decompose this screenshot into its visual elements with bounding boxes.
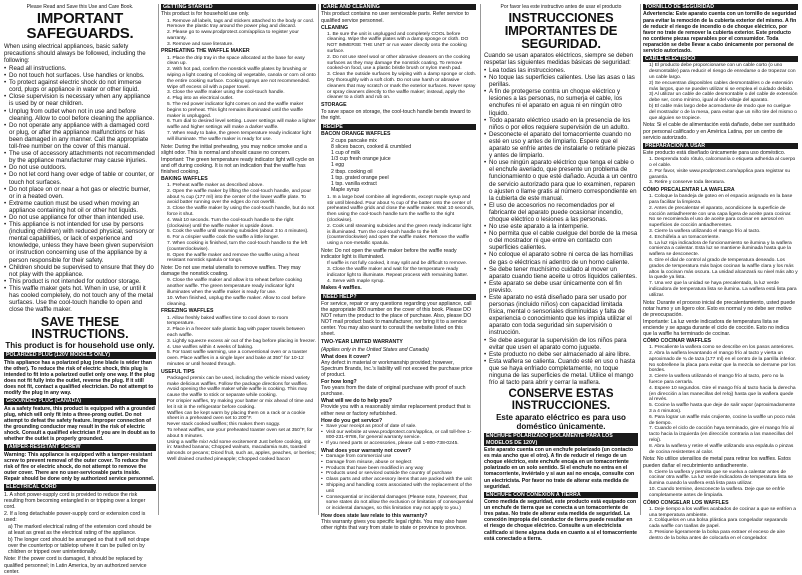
list-item: 3. Remove and save literature. (167, 41, 234, 47)
list-item: • Esta waflera se calienta. Cuando esté en uso o hasta que se haya enfriado completamente, no toque ninguna de las superficies de metal. Utilice el mango frío al tacto para abrir y cerrar la waflera. (484, 358, 638, 386)
list-item: 1. Remove all labels, tags and stickers attached to the body or cord. Remove the plastic tray around the power plug and discard. (167, 18, 315, 30)
list-item: 2. Antes de precalentar el aparato, acondicione la superficie de cocción antiadherente con una capa ligera de aceite para cocinar. No se recomienda el uso de aceite para cocinar en aerosol en superficies de cocción antiadherentes. (649, 205, 792, 229)
list-item: • Glass parts and other accessory items that are packed with the unit (321, 477, 476, 483)
list-item: • Damage from commercial use (321, 454, 476, 460)
list-item: 3. Presione ligeramente la bolsa para extraer el exceso de aire dentro de la bolsa antes de colocarla en el congelador. (649, 529, 785, 541)
ingredient: 1 egg (331, 162, 344, 169)
cooking-note-es: Nota: No utilice utensilios de metal para retirar los waffles. Estos pueden dañar el recubrimiento antiadherente. (643, 456, 791, 469)
ingredient: 2 cups pancake mix (331, 138, 377, 145)
list-item: 1. Desprenda todo rótulo, calcomanía o etiqueta adherida al cuerpo o el cable. (649, 157, 796, 169)
list-item: 1. Place the drip tray in the space allocated at the base for easy clean up. (167, 55, 305, 67)
need-help-text: For service, repair or any questions regarding your appliance, call the appropriate 800 number on the cover of this book. Please DO NOT return the product to the place of purchase. Also, please DO NOT mail product back to manufacturer, nor bring it to a service center. You may also want to consult the website listed on this sheet. (321, 300, 472, 338)
list-item: • This waffle maker gets hot. When in use, or until it has cooled completely, do not touch any of the metal surfaces. Use the cool-touch handle to open and close the waffle maker. (4, 285, 156, 313)
list-item: • Do not use appliance for other than intended use. (4, 214, 156, 221)
recipe-steps (321, 195, 476, 247)
preheat-list-es (643, 194, 798, 298)
warranty-answer: Any defect in material or workmanship provided; however, Spectrum Brands, Inc.'s liability will not exceed the purchase price of product. (321, 359, 473, 378)
baking-heading: BAKING WAFFLES (161, 176, 208, 182)
cord-item: 1. A short power-supply cord is provided to reduce the risk resulting from becoming entangled in or tripping over a longer cord. (4, 491, 146, 510)
ingredient: 8 slices bacon, cooked & crumbled (331, 144, 412, 151)
list-item: 6. Gire el dial de control al grado de temperatura deseado. Los grados de temperatura más bajos cocinan la waffle clara y los más altos la cocinan más oscura. La unidad alcanzará su nivel más alto y la quede ya lista. (649, 258, 798, 281)
ingredient: Maple syrup (331, 186, 360, 193)
list-item: 6. Para lograr un waffle más crujiente, cocine la waffle un poco más de tiempo. (649, 414, 796, 426)
preheat-heading: PREHEATING THE WAFFLE MAKER (161, 48, 250, 55)
cooking-list-es (643, 345, 798, 455)
important-note-es: Importante: La luz verde indicadora de temperatura lista se enciende y se apaga durante el ciclo de cocción. Esto no indica que la waffle ha terminado de cocinar. (643, 318, 789, 338)
getting-started-intro: This product is for household use only. (161, 11, 250, 18)
grounded-plug-heading-es: ENCHUFE CON CONEXIÓN A TIERRA (484, 492, 638, 498)
list-item: • Close supervision is necessary when any appliance is used by or near children. (4, 93, 156, 107)
care-cleaning-heading: CARE AND CLEANING (321, 4, 476, 10)
column-care-recipe-warranty (321, 4, 476, 532)
list-item: • Visit our website at www.prodprotect.com/applica, or call toll-free 1-800-231-9786, for general warranty service. (321, 430, 476, 442)
list-item: • Save your receipt as proof of date of sale. (321, 424, 476, 430)
list-item: For crispier waffles, try making your batter or mix ahead of time and let it sit in the refrigerator before cooking. (167, 398, 314, 410)
safety-screw-text-es: Advertencia: Este aparato cuenta con un tornillo de seguridad para evitar la remoción de la cubierta exterior del mismo. A fin de reducir el riesgo de incendio o de choque eléctrico, por favor no trate de remover la cubierta exterior. Este producto no contiene piezas reparables por el consumidor. Toda reparación se debe llevar a cabo únicamente por personal de servicio autorizado. (643, 11, 797, 54)
cord-item: a) The marked electrical rating of the extension cord should be at least as great as the electrical rating of the appliance. (8, 523, 152, 537)
warranty-answer: Two years from the date of original purchase with proof of such purchase. (321, 385, 466, 398)
cleaning-list (321, 32, 476, 102)
list-item: 1. Allow freshly baked waffles time to cool down to room temperature. (167, 315, 289, 327)
list-item: 7. Cuando el ciclo de cocción haya terminado, gire el mango frío al tacto hacia la izquierda (en dirección contraria a las manecillas del reloj). (649, 426, 794, 444)
list-item: 1. Preheat waffle maker as described above. (167, 183, 264, 189)
list-item: 5. The red power indicator light comes on and the waffle maker begins to preheat. This light remains illuminated until the waffle maker is unplugged. (167, 101, 304, 119)
safeguards-list (4, 65, 156, 313)
warranty-question: How does state law relate to this warranty? (321, 512, 428, 519)
warranty-answer: Provide you with a reasonably similar replacement product that is either new or factory refurbished. (321, 404, 471, 417)
column-divider (318, 4, 319, 515)
list-item: 3. Clean the outside surfaces by wiping with a damp sponge or cloth. Dry thoroughly with a soft cloth. Do not use harsh or abrasive cleaners that may scratch or mark the exterior surfaces. Never spray or spray cleaners directly to the waffle maker; instead, apply the cleaner to a cloth and rub on. (327, 72, 476, 101)
preheat-note-es: Nota: Durante el proceso inicial de precalentamiento, usted puede notar humo y un ligero olor. Esto es normal y no debe ser motivo de preocupación. (643, 299, 795, 318)
read-before-use-notice: Por favor lea este instructivo antes de usar el producto (500, 4, 622, 10)
list-item: • No toque las superficies calientes. Use las asas o las perillas. (484, 74, 638, 88)
list-item: 1) El producto debe proporcionarse con un cable corto (o uno desmontable) para reducir el riesgo de enredarse o de tropezar con un cable largo. (649, 63, 796, 81)
column-getting-started (161, 4, 316, 517)
getting-started-heading: GETTING STARTED (161, 4, 316, 10)
list-item: 4. Serve with maple syrup. (327, 278, 385, 284)
ingredient: 1 cup of milk (331, 150, 361, 157)
list-item: • Do not operate any appliance with a damaged cord or plug, or after the appliance malfunctions or has been damaged in any manner. Call the appropriate toll-free number on the cover of this manual. (4, 122, 156, 150)
list-item: 3. Close the waffle maker using the cool-touch handle. (167, 90, 285, 96)
list-item: 3) Al utilizar un cable de cable desmontable o del cable de extensión debe ser, como mínimo, igual al del voltaje del aparato. (649, 92, 798, 104)
list-item: • El uso de accesorios no recomendados por el fabricante del aparato puede ocasionar incendio, choque eléctrico o lesiones a las personas. (484, 202, 638, 223)
column-spanish-safeguards (484, 4, 638, 542)
list-item: 7. When cooking is finished, turn the cool-touch handle to the left (counterclockwise). (167, 241, 308, 252)
column-spanish-usage (643, 4, 798, 541)
list-item: • A fin de protegerse contra un choque eléctrico y lesiones a las personas, no sumerja el cable, los enchufes ni el aparato en agua ni en ningún otro líquido. (484, 88, 638, 116)
list-item: • Se debe asegurar la supervisión de los niños para evitar que usen el aparato como juguete. (484, 337, 638, 351)
important-note: Important: The green temperature ready indicator light will cycle on and off during cooking. It is not an indication that the waffle has finished cooking. (161, 156, 315, 175)
ingredient: 1 tsp. grated orange peel (331, 174, 389, 181)
list-item: • Consequential or incidental damages (Please note, however, that some states do not allow the exclusion or limitation of consequential or incidental damages, so this limitation may not apply to you.) (321, 495, 476, 512)
list-item: • Este aparato no está diseñado para ser usado por personas (incluido niños) con capacidad limitada física, mental o sensoriales disminuidas y falta de experiencia o conocimiento que les impida utilizar el aparato con toda seguridad sin supervisión o instrucción. (484, 294, 638, 337)
safeguards-title: IMPORTANT SAFEGUARDS. (26, 10, 134, 42)
list-item: 2. Please go to www.prodprotect.com/applica to register your warranty. (167, 30, 299, 41)
list-item: Packaged premix can be used, including the vehicle mixed variety make delicious waffles. Follow the package directions for waffles. (167, 375, 310, 387)
list-item: 5. Cocine la waffle hasta que deje de salir vapor (aproximadamente 3 a 4 minutos). (649, 403, 796, 415)
freezing-heading: FREEZING WAFFLES (161, 308, 214, 315)
warranty-question: What does it cover? (321, 353, 371, 360)
ingredient: 1 tsp. vanilla extract (331, 180, 377, 187)
list-item: 5. For toast waffle warming, use a conventional oven or a toaster oven. Place waffles in a single layer and bake at 350° for 10-12 minutes or until heated through. (167, 350, 308, 367)
list-item: • Damage from misuse, abuse or neglect (321, 460, 476, 466)
list-item: 5. Cook the waffle until steaming subsides (about 3 to 4 minutes). (167, 229, 309, 235)
safeguards-title-es: INSTRUCCIONES IMPORTANTES DE SEGURIDAD. (504, 10, 618, 51)
storage-text: To save space on storage, the cool-touch handle bends inward to the right. (321, 109, 471, 122)
storage-label: STORAGE (321, 102, 347, 109)
list-item: 4. Enchúfela a un tomacorriente. (649, 234, 720, 240)
column-divider (480, 4, 481, 515)
list-item: 4. Plug into an electrical outlet. (167, 96, 234, 102)
list-item: 2. Open the waffle maker by lifting the cool-touch handle, and pour about ¾ cup (177 ml) into the center of the lower waffle plate. To avoid batter running over the edges do not overfill. (167, 188, 312, 206)
list-item: • Children should be supervised to ensure that they do not play with the appliance. (4, 264, 156, 278)
list-item: 4. Use waffles within 4 weeks of baking. (167, 344, 254, 350)
list-item: 3. Cierre la waflera utilizando el mango frío al tacto. (649, 229, 761, 235)
list-item: • No coloque el aparato sobre ni cerca de las hornillas de gas o eléctricas ni adentro de un horno caliente. (484, 251, 638, 265)
list-item: 1. In a large bowl combine all ingredients, except maple syrup and stir until blended. Pour about ¾ cup of the batter onto the center of preheated waffle grids and close the waffle maker. Wait 10 seconds, then using the cool-touch handle turn the waffle to the right (clockwise). (327, 194, 475, 224)
list-item: • Do not place on or near a hot gas or electric burner, or in a heated oven. (4, 186, 156, 200)
recipe-title: BACON ORANGE WAFFLES (321, 130, 391, 137)
getting-started-heading-es: PREPARACIÓN A USAR (643, 143, 798, 149)
warranty-question: What will we do to help you? (321, 398, 392, 405)
list-item: 6. Turn dial to desired level setting. Lower settings will make a lighter waffle and higher settings will make a darker waffle. (167, 119, 316, 131)
grounded-plug-text: As a safety feature, this product is equipped with a grounded plug, which will only fit into a three-prong outlet. Do not attempt to defeat the safety feature. Improper connection of the grounding conductor may result in the risk of electric shock. Consult a qualified electrician if you are in doubt as to whether the outlet is properly grounded. (4, 405, 156, 443)
list-item: 3. Close the waffle maker and wait for the temperature ready indicator light to illuminate. Repeat process with remaining batter. (327, 267, 469, 278)
list-item: 1. Precaliente la waflera como se describe en los pasos anteriores. (649, 345, 795, 351)
list-item: • This product is not intended for outdoor storage. (4, 278, 156, 285)
list-item: • Do not touch hot surfaces. Use handles or knobs. (4, 72, 156, 79)
list-item: Never stack cooked waffles; this makes them soggy. (167, 422, 281, 428)
list-item: 3. Close the waffle maker by using the cool-touch handle, but do not force it shut. (167, 206, 315, 218)
list-item: 9. Cierre la waflera y permita que se vuelva a calentar antes de cocinar otra waffle. La luz verde indicadora de temperatura lista se ilumina cuando la waflera está lista para utilizar. (649, 469, 793, 487)
save-instructions-heading: SAVE THESE INSTRUCTIONS. (31, 315, 129, 342)
list-item: • Products used or serviced outside the country of purchase (321, 471, 476, 477)
list-item: • Unplug from outlet when not in use and before cleaning. Allow to cool before cleaning the appliance. (4, 108, 156, 122)
list-item: 8. Abra la waflera y retire el waffle utilizando una espátula o pinzas de cocina resistentes al calor. (649, 443, 794, 455)
list-item: • Products that have been modified in any way (321, 466, 476, 472)
list-item: • To protect against electric shock do not immerse cord, plugs or appliance in water or other liquid. (4, 79, 156, 93)
list-item: Using a waffle mix! Add some excitement! Just before cooking, stir in: Mashed banana; Chopped walnuts, macadamia nuts, toasted almonds or pecans; Diced fruit, such as, apples, peaches, or berries; Well drained crushed pineapple; Chopped cooked bacon (167, 439, 316, 462)
cord-list-es (643, 63, 798, 121)
list-item: 2. Por favor, visite www.prodprotect.com/applica para registrar su garantía. (649, 168, 791, 180)
ingredient: 2 tbsp. cooking oil (331, 168, 373, 175)
safeguards-list-es (484, 67, 638, 386)
list-item: 2. Do not use steel wool or other abrasive cleaners on the cooking surfaces as they may damage the nonstick coating. To remove cooked-on food, use a plastic bristle brush or nylon mesh pad. (327, 54, 471, 72)
list-item: • If you need parts or accessories, please call 1-800-738-0245. (321, 441, 476, 447)
list-item: • Shipping and handling costs associated with the replacement of the unit (321, 483, 476, 495)
list-item: 7. Una vez que la unidad se haya precalentado, la luz verde indicadora de temperatura lista se ilumina. La waflera está lista para utilizar. (649, 281, 797, 298)
freezing-list (161, 316, 316, 368)
cord-item: b) The longer cord should be arranged so that it will not drape over the countertop or tabletop where it can be pulled on by children or tripped over unintentionally. (8, 537, 150, 556)
list-item: 1. Deje tiempo a los waffles acabados de cocinar a que se enfríen a una temperatura ambiente. (649, 506, 796, 518)
warranty-heading: TWO-YEAR LIMITED WARRANTY (321, 339, 403, 346)
getting-started-list (161, 19, 316, 48)
column-divider (158, 4, 159, 515)
column-english-safeguards (4, 4, 156, 575)
electrical-cord-heading: ELECTRICAL CORD (4, 484, 156, 490)
preheat-list (161, 56, 316, 143)
list-item: 10. Cuando termine, desconecte la waflera. Deje que se enfríe completamente antes de limpiarla. (649, 487, 785, 498)
list-item: 2. Colóquelos en una bolsa plástica para congelador separando cada waffle con toallas de papel. (649, 518, 788, 530)
list-item: • No use ningún aparato eléctrico que tenga el cable o el enchufe averiado, que presente un problema de funcionamiento o que esté dañado. Acuda a un centro de servicio autorizado para que lo examinen, reparen o ajusten o llame gratis al número correspondiente en la cubierta de este manual. (484, 159, 638, 202)
safeguards-intro: When using electrical appliances, basic safety precautions should always be followed, including the following: (4, 43, 146, 64)
household-use-notice-es: Este aparato eléctrico es para uso doméstico únicamente. (496, 413, 626, 432)
list-item: • Este producto no debe ser almacenado al aire libre. (484, 351, 638, 358)
list-item: • Todo aparato eléctrico usado en la presencia de los niños o por ellos requiere supervisión de un adulto. (484, 117, 638, 131)
recipe-heading: RECIPE (321, 124, 476, 130)
list-item: 2. With hot pad, confirm the nonstick waffle plates by brushing or wiping a light coating of cooking oil vegetable, canola or corn oil onto the entire cooking surface. Cooking sprays are not recommended. Wipe off excess oil with a paper towel. (167, 67, 316, 90)
grounded-plug-text-es: Como medida de seguridad, este producto está equipado con un enchufe de tierra que se conecta a un tomacorriente de tres patas. No trate de alterar esta medida de seguridad. La conexión impropia del conductor de tierra puede resultar en el riesgo de choque eléctrico. Consulte a un electricista calificado si tiene alguna duda en cuanto a si el tomacorriente está conectado a tierra. (484, 499, 638, 542)
getting-started-intro-es: Este producto está diseñado únicamente para uso doméstico. (643, 150, 786, 157)
baking-list-continued (161, 278, 316, 307)
grounded-plug-heading: GROUNDED PLUG (CANADA) (4, 398, 156, 404)
ingredients-list (321, 138, 476, 193)
warranty-question: How do you get service? (321, 417, 383, 424)
list-item: 9. Close the waffle maker and allow it to reheat before cooking another waffle. The green temperature ready indicator light illuminates when the waffle maker is ready for use. (167, 278, 303, 296)
list-item: • Desconecte el aparato del tomacorriente cuando no esté en uso y antes de limpiarlo. Espere que el aparato se enfríe antes de instalarle o retirarle piezas y antes de limpiarlo. (484, 131, 638, 159)
useful-tips-heading: USEFUL TIPS (161, 368, 195, 375)
polarized-plug-heading: POLARIZED PLUG (120V MODELS ONLY) (4, 352, 156, 358)
preheat-heading-es: CÓMO PRECALENTAR LA WAFLERA (643, 187, 735, 194)
list-item: 2. Place in a freezer safe plastic bag with paper towels between each waffle. (167, 327, 305, 338)
freezing-heading-es: CÓMO CONGELAR LOS WAFFLES (643, 499, 729, 506)
electrical-cord-heading-es: CABLE ELÉCTRICO (643, 56, 798, 62)
list-item: • Este aparato se debe usar únicamente con el fin previsto. (484, 280, 638, 294)
list-item: 4. Wait 10 seconds. Turn the cool-touch handle to the right (clockwise) until the waffle maker is upside down. (167, 217, 294, 229)
list-item: To reheat waffles, use your preheated toaster oven set at 350°F, for about 5 minutes. (167, 427, 313, 439)
list-item: 3. Cierre la waflera utilizando el mango frío al tacto, pero no la fuerce para cerrarla. (649, 374, 784, 386)
list-item: 3. Lightly squeeze excess air out of the bag before placing in freezer. (167, 338, 316, 344)
warranty-scope: (Applies only in the United States and Canada) (321, 346, 429, 353)
list-item: 4. Espere 10 segundos. Gire el mango frío al tacto hacia la derecha (en dirección a las manecillas del reloj) hasta que la waflera quede al revés. (649, 385, 796, 403)
list-item: b) El cable más largo debe acomodarse de modo que no cuelgue del mostrador o de la mesa, para evitar que un niño tire del mismo o que alguien se tropiece. (649, 104, 797, 121)
list-item: 10. When finished, unplug the waffle maker. Allow to cool before cleaning. (167, 295, 306, 307)
cooking-list-continued-es (643, 470, 798, 499)
need-help-heading: NEED HELP? (321, 294, 476, 300)
list-item: 1. Be sure the unit is unplugged and completely COOL before cleaning. Wipe the waffle plates with a damp sponge or cloth. DO NOT IMMERSE THE UNIT or run water directly onto the cooking surface. (327, 31, 469, 55)
care-intro: This product contains no user serviceable parts. Refer service to qualified service personnel. (321, 11, 469, 24)
list-item: 2. Cook until steaming subsides and the green ready indicator light is illuminated. Turn the cool-touch handle to the left (counterclockwise) and open the waffle maker. Remove the waffle using a non-metallic spatula. (327, 223, 472, 247)
list-item: • The use of accessory attachments not recommended by the appliance manufacturer may cause injuries. (4, 150, 156, 164)
list-item: • Read all instructions. (4, 65, 156, 72)
list-item: • Extreme caution must be used when moving an appliance containing hot oil or other hot liquids. (4, 200, 156, 214)
list-item: • Lea todas las instrucciones. (484, 67, 638, 74)
warranty-question: For how long? (321, 379, 357, 386)
list-item: 2) Se encuentran disponibles cables desmontables o de extensión más largos, que se pueden utilizar si se emplea el cuidado debido. (649, 80, 794, 92)
list-item: • Do not let cord hang over edge of table or counter, or touch hot surfaces. (4, 171, 156, 185)
baking-note: Note: Do not use metal utensils to remove waffles. They may damage the nonstick coating. (161, 265, 301, 278)
list-item: • Se debe tener muchísimo cuidado al mover un aparato cuando tiene aceite u otros líquidos calientes. (484, 266, 638, 280)
household-use-notice: This product is for household use only. (5, 341, 155, 351)
cleaning-label: CLEANING (321, 24, 349, 31)
tips-list (161, 376, 316, 463)
baking-list (161, 183, 316, 264)
list-item: Avoid opening the waffle maker while waffle is cooking. This may cause the waffle to stick or separate while cooking. (167, 387, 308, 399)
getting-started-list-es (643, 157, 798, 186)
list-item: • No permita que el cable cuelgue del borde de la mesa o del mostrador ni que entre en contacto con superficies calientes. (484, 230, 638, 251)
recipe-note: Note: Do not open the waffle maker before the waffle ready indicator light is illuminated. (321, 248, 457, 261)
safety-screw-heading-es: TORNILLO DE SEGURIDAD (643, 4, 798, 10)
warranty-answer: This warranty gives you specific legal rights. You may also have other rights that vary from state to state or province to province. (321, 519, 468, 532)
service-list (321, 424, 476, 447)
column-divider (640, 4, 641, 515)
freezing-list-es (643, 507, 798, 542)
cord-item: 2. If a long detachable power-supply cord or extension cord is used: (4, 510, 146, 523)
cord-note-es: Nota: Si el cable de alimentación está dañado, debe ser sustituido por personal calificado y en América Latina, por un centro de servicio autorizado. (643, 122, 795, 141)
recipe-yield: Makes 4 waffles. (321, 285, 362, 292)
list-item: 5. La luz roja indicadora de funcionamiento se ilumina y la waflera comienza a calentar. Esta luz se mantiene iluminada hasta que la waflera se desconecte. (649, 240, 792, 258)
list-item: 8. Open the waffle maker and remove the waffle using a heat resistant nonstick spatula or tongs. (167, 252, 299, 264)
tamper-screw-text: Warning: This appliance is equipped with a tamper-resistant screw to prevent removal of the outer cover. To reduce the risk of fire or electric shock, do not attempt to remove the outer cover. There are no user-serviceable parts inside. Repair should be done only by authorized service personnel. (4, 451, 155, 482)
list-item: If waffle is not fully cooked, it may split and be difficult to remove. (327, 261, 468, 267)
polarized-plug-text-es: Este aparato cuenta con un enchufe polarizado (un contacto es más ancho que el otro). A fin de reducir el riesgo de un choque eléctrico, este enchufe encaja en un tomacorriente polarizado en un solo sentido. Si el enchufe no entra en el tomacorriente, inviértalo y si aun así no encaja, consulte con un electricista. Por favor no trate de alterar esta medida de seguridad. (484, 447, 635, 490)
list-item: Waffles can be kept warm by placing them on a rack or a cookie sheet in a preheated oven set to 200°F. (167, 410, 306, 422)
safeguards-intro-es: Cuando se usan aparatos eléctricos, siempre se deben respetar las siguientes medidas básicas de seguridad: (484, 52, 634, 66)
list-item: 3. Retire y conserve toda literatura. (649, 180, 726, 186)
cord-note: Note: If the power cord is damaged, it should be replaced by qualified personnel; in Latin America, by an authorized service center. (4, 556, 147, 575)
list-item: • This appliance is not intended for use by persons (including children) with reduced physical, sensory or mental capabilities, or lack of experience and knowledge, unless they have been given supervision or instruction concerning use of the appliance by a person responsible for their safety. (4, 221, 156, 264)
save-instructions-heading-es: CONSERVE ESTAS INSTRUCCIONES. (508, 388, 614, 412)
exclusions-list (321, 454, 476, 512)
list-item: • No use este aparato a la intemperie. (484, 223, 638, 230)
list-item: 2. Abra la waflera levantando el mango frío al tacto y vierta un aproximado de ¾ de taza (177 ml) en el centro de la parrilla inferior. No sobrellene la placa para evitar que la mezcla se derrame por los bordes. (649, 351, 796, 374)
list-item: 7. When ready to bake, the green temperature ready indicator light will illuminate. The waffle maker is ready for use. (167, 130, 312, 142)
polarized-plug-heading-es: ENCHUFE POLARIZADO (SOLAMENTE PARA LOS MODELOS DE 120V) (484, 433, 638, 446)
read-save-notice: Please Read and Save this Use and Care Book. (26, 4, 134, 10)
warranty-question: What does your warranty not cover? (321, 447, 411, 454)
ingredient: 1/3 cup fresh orange juice (331, 156, 391, 163)
list-item: • Do not use outdoors. (4, 164, 156, 171)
list-item: 6. For a crispier waffle cook the waffle a little longer. (167, 235, 280, 241)
cooking-heading-es: CÓMO COCINAR WAFFLES (643, 338, 712, 345)
list-item: 1. Coloque la bandeja de goteo en el espacio asignado en la base para facilitar la limpieza. (649, 194, 793, 206)
tamper-screw-heading: TAMPER-RESISTANT SCREW (4, 444, 156, 450)
preheat-note: Note: During the initial preheating, you may notice smoke and a slight odor. This is normal and should cause no concern. (161, 143, 307, 156)
recipe-steps-continued (321, 261, 476, 284)
polarized-plug-text: This appliance has a polarized plug (one blade is wider than the other). To reduce the risk of electric shock, this plug is intended to fit into a polarized outlet only one way. If the plug does not fit fully into the outlet, reverse the plug. If it still does not fit, contact a qualified electrician. Do not attempt to modify the plug in any way. (4, 359, 155, 397)
